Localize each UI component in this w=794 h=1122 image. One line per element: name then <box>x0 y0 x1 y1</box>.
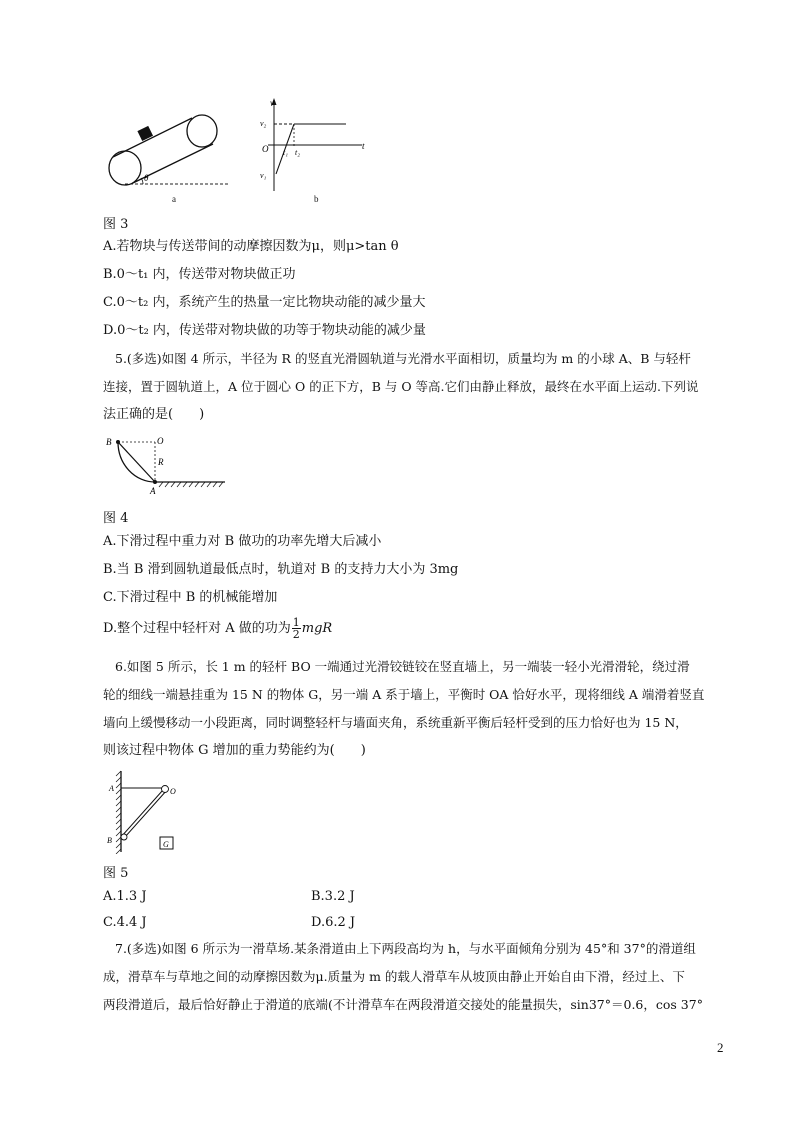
fig4-a-label: A <box>150 486 156 496</box>
q5-option-c: C.下滑过程中 B 的机械能增加 <box>103 590 278 605</box>
q4-option-d: D.0～t₂ 内，传送带对物块做的功等于物块动能的减少量 <box>103 323 426 338</box>
t1-label: t₁ <box>283 148 289 157</box>
figure-4-circular-track <box>103 430 233 498</box>
q6-option-c: C.4.4 J <box>103 915 147 930</box>
q5-option-b: B.当 B 滑到圆轨道最低点时，轨道对 B 的支持力大小为 3mg <box>103 562 459 577</box>
fraction-numerator: 1 <box>292 616 300 629</box>
q5-line-3: 法正确的是( ) <box>103 407 205 422</box>
q6-option-b: B.3.2 J <box>311 889 355 904</box>
fig5-b-label: B <box>107 836 112 845</box>
q5-option-d-unit: mgR <box>301 621 333 636</box>
q6-option-d: D.6.2 J <box>311 915 356 930</box>
figure-3-caption: 图 3 <box>103 217 129 232</box>
fraction-denominator: 2 <box>292 628 300 641</box>
v2-label: v₂ <box>260 119 267 128</box>
origin-label: O <box>262 144 269 154</box>
q7-line-1: 7.(多选)如图 6 所示为一滑草场.某条滑道由上下两段高均为 h，与水平面倾角分别为 45°和 37°的滑道组 <box>115 941 696 956</box>
t2-label: t₂ <box>295 148 301 157</box>
q5-option-d <box>103 617 332 640</box>
page-number: 2 <box>717 1040 724 1055</box>
figure-5-wall-pulley <box>103 768 193 854</box>
figure-4-caption: 图 4 <box>103 511 129 526</box>
figure-3a-label: a <box>172 194 176 204</box>
v-axis-label: v <box>270 98 274 108</box>
q7-line-3: 两段滑道后，最后恰好静止于滑道的底端(不计滑草车在两段滑道交接处的能量损失，sin37°＝0.6，cos 37° <box>103 997 703 1012</box>
theta-label: θ <box>144 173 149 183</box>
t-axis-label: t <box>362 141 365 151</box>
q7-line-2: 成，滑草车与草地之间的动摩擦因数为μ.质量为 m 的载人滑草车从坡顶由静止开始自由下滑，经过上、下 <box>103 969 685 984</box>
fig5-o-label: O <box>170 787 176 796</box>
figure-3a-conveyor <box>103 110 238 190</box>
figure-5-caption: 图 5 <box>103 866 129 881</box>
q6-line-1: 6.如图 5 所示，长 1 m 的轻杆 BO 一端通过光滑铰链铰在竖直墙上，另一端装一轻小光滑滑轮，绕过滑 <box>115 659 690 674</box>
q5-option-a: A.下滑过程中重力对 B 做功的功率先增大后减小 <box>103 534 382 549</box>
q5-line-1: 5.(多选)如图 4 所示，半径为 R 的竖直光滑圆轨道与光滑水平面相切，质量均为 m 的小球 A、B 与轻杆 <box>115 351 691 366</box>
figure-3b-vt-graph <box>258 96 368 196</box>
q5-option-d-fraction <box>292 617 301 640</box>
q4-option-c: C.0～t₂ 内，系统产生的热量一定比物块动能的减少量大 <box>103 295 426 310</box>
q4-option-b: B.0～t₁ 内，传送带对物块做正功 <box>103 267 296 282</box>
figure-3b-label: b <box>314 194 319 204</box>
fig4-r-label: R <box>158 457 164 467</box>
fig4-b-label: B <box>106 437 112 447</box>
v1-label: v₁ <box>260 171 267 180</box>
fig4-o-label: O <box>157 436 164 446</box>
fig5-a-label: A <box>109 784 114 793</box>
q6-line-2: 轮的细线一端悬挂重为 15 N 的物体 G，另一端 A 系于墙上，平衡时 OA 恰好水平，现将细线 A 端滑着竖直 <box>103 687 705 702</box>
q5-option-d-text: D.整个过程中轻杆对 A 做的功为 <box>103 621 291 636</box>
q6-line-4: 则该过程中物体 G 增加的重力势能约为( ) <box>103 743 366 758</box>
q5-line-2: 连接，置于圆轨道上，A 位于圆心 O 的正下方，B 与 O 等高.它们由静止释放，最终在水平面上运动.下列说 <box>103 379 699 394</box>
q4-option-a: A.若物块与传送带间的动摩擦因数为μ，则μ>tan θ <box>103 239 399 254</box>
fig5-g-label: G <box>163 840 169 849</box>
q6-option-a: A.1.3 J <box>103 889 147 904</box>
q6-line-3: 墙向上缓慢移动一小段距离，同时调整轻杆与墙面夹角，系统重新平衡后轻杆受到的压力恰好也为 15 N， <box>103 715 688 730</box>
